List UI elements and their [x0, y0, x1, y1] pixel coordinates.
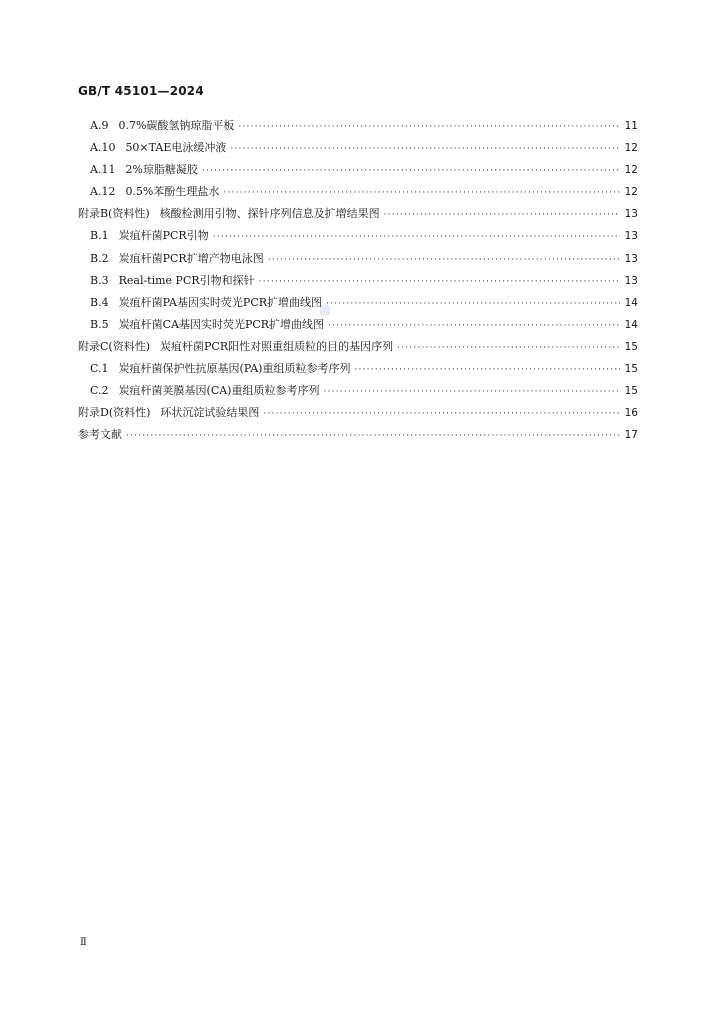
toc-leader-dots: [213, 232, 620, 242]
toc-entry-appendix-c[interactable]: [78, 338, 638, 360]
toc-entry-title: B.1 炭疽杆菌PCR引物: [90, 229, 209, 243]
toc-leader-dots: [202, 166, 620, 176]
toc-leader-dots: [126, 431, 620, 441]
toc-entry-b2[interactable]: [78, 250, 638, 272]
toc-leader-dots: [259, 277, 620, 287]
toc-entry-title: 附录D(资料性) 环状沉淀试验结果图: [78, 406, 260, 420]
toc-entry-title: B.2 炭疽杆菌PCR扩增产物电泳图: [90, 251, 264, 265]
toc-leader-dots: [268, 255, 620, 265]
toc-entry-title: B.4 炭疽杆菌PA基因实时荧光PCR扩增曲线图: [90, 295, 323, 309]
toc-entry-title: B.3 Real-time PCR引物和探针: [90, 273, 255, 287]
toc-entry-title: B.5 炭疽杆菌CA基因实时荧光PCR扩增曲线图: [90, 317, 325, 331]
toc-entry-title: A.10 50×TAE电泳缓冲液: [90, 141, 227, 155]
toc-leader-dots: [263, 409, 620, 419]
toc-entry-c2[interactable]: [78, 382, 638, 404]
toc-leader-dots: [384, 210, 620, 220]
table-of-contents: [78, 117, 638, 448]
toc-leader-dots: [230, 144, 620, 154]
toc-page-number: 15: [624, 385, 638, 398]
page-number-footer: Ⅱ: [80, 937, 87, 948]
toc-page-number: 13: [624, 230, 638, 243]
toc-entry-appendix-d[interactable]: [78, 404, 638, 426]
toc-leader-dots: [323, 387, 620, 397]
toc-leader-dots: [328, 321, 620, 331]
toc-page-number: 16: [624, 407, 638, 420]
toc-page-number: 13: [624, 208, 638, 221]
toc-entry-b3[interactable]: [78, 272, 638, 294]
toc-entry-title: C.1 炭疽杆菌保护性抗原基因(PA)重组质粒参考序列: [90, 362, 351, 376]
toc-entry-title: 附录C(资料性) 炭疽杆菌PCR阳性对照重组质粒的目的基因序列: [78, 339, 394, 353]
toc-entry-a12[interactable]: [78, 183, 638, 205]
standard-number: GB/T 45101—2024: [78, 84, 204, 98]
toc-page-number: 14: [624, 296, 638, 309]
toc-leader-dots: [326, 299, 620, 309]
toc-page-number: 15: [624, 340, 638, 353]
toc-page-number: 12: [624, 164, 638, 177]
toc-entry-a10[interactable]: [78, 139, 638, 161]
toc-page-number: 13: [624, 252, 638, 265]
toc-entry-title: A.11 2%琼脂糖凝胶: [90, 163, 198, 177]
toc-entry-title: 附录B(资料性) 核酸检测用引物、探针序列信息及扩增结果图: [78, 207, 380, 221]
toc-entry-appendix-b[interactable]: [78, 205, 638, 227]
toc-entry-title: A.9 0.7%碳酸氢钠琼脂平板: [90, 119, 235, 132]
toc-leader-dots: [238, 122, 620, 132]
toc-entry-title: 参考文献: [78, 428, 122, 442]
toc-leader-dots: [354, 365, 620, 375]
toc-page-number: 12: [624, 142, 638, 155]
toc-page-number: 14: [624, 318, 638, 331]
toc-entry-c1[interactable]: [78, 360, 638, 382]
toc-page-number: 13: [624, 274, 638, 287]
toc-entry-a9[interactable]: [78, 117, 638, 139]
toc-leader-dots: [397, 343, 620, 353]
toc-page-number: 12: [624, 186, 638, 199]
toc-leader-dots: [223, 188, 620, 198]
toc-page-number: 15: [624, 363, 638, 376]
toc-entry-a11[interactable]: [78, 161, 638, 183]
toc-page-number: 11: [624, 120, 638, 132]
toc-entry-b1[interactable]: [78, 227, 638, 249]
toc-entry-references[interactable]: [78, 426, 638, 448]
toc-page-number: 17: [624, 429, 638, 442]
toc-entry-b5[interactable]: [78, 316, 638, 338]
toc-entry-title: C.2 炭疽杆菌荚膜基因(CA)重组质粒参考序列: [90, 384, 320, 398]
toc-entry-title: A.12 0.5%苯酚生理盐水: [90, 185, 220, 199]
toc-entry-b4[interactable]: [78, 294, 638, 316]
